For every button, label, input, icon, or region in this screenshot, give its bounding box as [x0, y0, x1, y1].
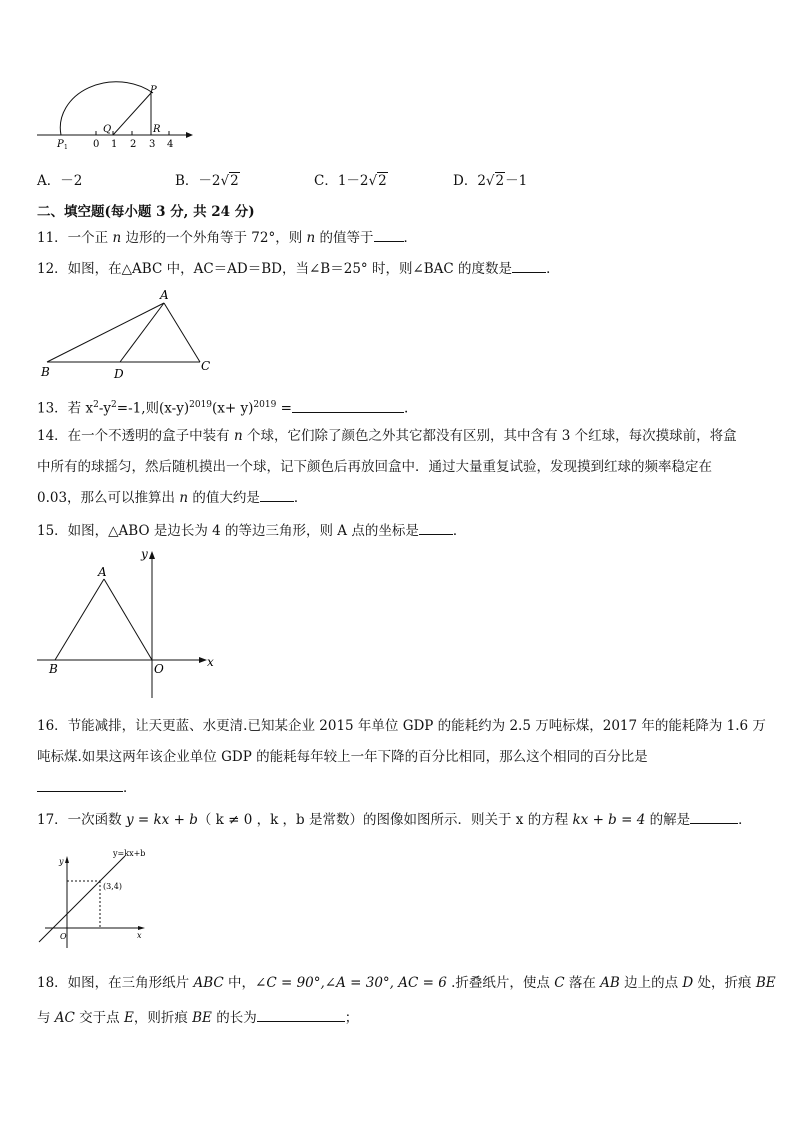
- q18-condition: ∠C = 90°,∠A = 30°, AC = 6: [255, 975, 447, 991]
- option-b-radicand: 2: [230, 173, 239, 189]
- function-line: [39, 856, 125, 942]
- number-line-arrow: [186, 132, 193, 138]
- label-a: A: [98, 565, 107, 579]
- tick-label: 2: [130, 139, 137, 150]
- question-14-line-3: [37, 489, 307, 507]
- q12-text: 12．如图，在△ABC 中，AC＝AD＝BD，当∠B＝25° 时，则∠BAC 的度数是: [37, 261, 513, 277]
- segment-ba: [55, 579, 104, 660]
- answer-blank[interactable]: [257, 1009, 345, 1022]
- q11-mid: 边形的一个外角等于 72°，则: [121, 230, 307, 246]
- q18-var: C: [554, 975, 565, 991]
- q14-text: 14．在一个不透明的盒子中装有: [37, 428, 234, 444]
- q11-post: 的值等于: [315, 230, 374, 246]
- y-axis-arrow: [65, 856, 69, 863]
- option-c-text: C．1－2: [314, 173, 369, 189]
- q18-end: ；: [344, 1010, 359, 1026]
- q18-text: 交于点: [74, 1010, 124, 1026]
- answer-blank[interactable]: [512, 260, 546, 273]
- answer-blank[interactable]: [374, 229, 404, 242]
- label-y: y: [59, 857, 64, 866]
- sqrt-sign: √: [220, 173, 230, 189]
- q17-text: 的解是: [645, 812, 691, 828]
- q17-equation: kx + b = 4: [572, 812, 646, 828]
- label-o: O: [154, 662, 164, 676]
- q18-var: AC: [54, 1010, 75, 1026]
- q13-exponent: 2019: [253, 400, 277, 410]
- q18-text: 边上的点: [619, 975, 683, 991]
- question-14-line-1: [37, 427, 737, 445]
- q11-pre: 11．一个正: [37, 230, 113, 246]
- q15-text: 15．如图，△ABO 是边长为 4 的等边三角形，则 A 点的坐标是: [37, 523, 419, 539]
- label-x: x: [137, 931, 142, 940]
- answer-blank[interactable]: [292, 400, 404, 413]
- q16-end: ．: [123, 780, 137, 796]
- question-11: [37, 229, 417, 247]
- q10-option-d: [453, 172, 527, 190]
- q14-text: 个球，它们除了颜色之外其它都没有区别，其中含有 3 个红球，每次摸球前，将盒: [242, 428, 737, 444]
- answer-blank[interactable]: [37, 779, 123, 792]
- label-p: P: [150, 85, 157, 96]
- q18-text: ，则折痕: [133, 1010, 193, 1026]
- q18-text: 中，: [223, 975, 256, 991]
- segment-ba: [47, 303, 164, 362]
- y-axis-arrow: [149, 551, 155, 559]
- q18-var: E: [123, 1010, 134, 1026]
- q18-var: BE: [755, 975, 776, 991]
- q18-text: .折叠纸片，使点: [446, 975, 555, 991]
- sqrt-sign: √: [368, 173, 378, 189]
- q15-coordinate-figure: [37, 546, 227, 706]
- question-17: [37, 811, 752, 829]
- segment-ac: [164, 303, 200, 362]
- q11-end: ．: [403, 230, 417, 246]
- q18-text: 的长为: [211, 1010, 257, 1026]
- segment-ao: [104, 579, 152, 660]
- q18-var: BE: [192, 1010, 212, 1026]
- tick-label: 4: [167, 139, 174, 150]
- tick-label: 3: [149, 139, 156, 150]
- q14-text: 0.03，那么可以推算出: [37, 490, 180, 506]
- answer-blank[interactable]: [690, 811, 738, 824]
- option-a-text: A．－2: [37, 173, 83, 189]
- q10-option-a: [37, 172, 82, 190]
- q13-part: =-1,则(x-y): [116, 400, 190, 417]
- q18-text: 与: [37, 1010, 55, 1026]
- label-a: A: [160, 288, 169, 302]
- q13-exponent: 2: [93, 400, 99, 410]
- q11-n: n: [112, 230, 122, 246]
- option-d-text: D．2: [453, 173, 486, 189]
- q18-var: ABC: [193, 975, 224, 991]
- q14-end: ．: [293, 490, 308, 506]
- q13-part: =: [276, 400, 292, 417]
- q17-function: y = kx + b: [125, 812, 198, 828]
- q10-option-c: [314, 172, 388, 190]
- q13-exponent: 2: [111, 400, 117, 410]
- label-x: x: [207, 655, 214, 669]
- q18-var: AB: [600, 975, 620, 991]
- question-14-line-2: 中所有的球摇匀，然后随机摸出一个球，记下颜色后再放回盒中．通过大量重复试验，发现摸到红球的频率稳定在: [37, 459, 712, 475]
- function-label: y=kx+b: [113, 849, 146, 858]
- answer-blank[interactable]: [419, 522, 453, 535]
- q17-text: （ k ≠ 0 ，k ，b 是常数）的图像如图所示．则关于 x 的方程: [197, 812, 573, 828]
- q17-line-graph-figure: [37, 842, 157, 952]
- label-o: O: [60, 932, 67, 941]
- q18-text: 处，折痕: [693, 975, 756, 991]
- q10-number-line-figure: [37, 85, 197, 155]
- label-r: R: [153, 124, 161, 135]
- label-d: D: [114, 367, 124, 381]
- question-12: [37, 260, 560, 278]
- question-16-line-1: 16．节能减排，让天更蓝、水更清.已知某企业 2015 年单位 GDP 的能耗约为 2.5 万吨标煤，2017 年的能耗降为 1.6 万: [37, 718, 766, 734]
- label-b: B: [41, 365, 50, 379]
- q18-var: D: [682, 975, 694, 991]
- q10-option-b: [175, 172, 240, 190]
- section-heading: 二、填空题(每小题 3 分, 共 24 分): [37, 204, 255, 220]
- question-13: [37, 396, 408, 418]
- q17-end: ．: [738, 812, 752, 828]
- label-c: C: [201, 359, 211, 373]
- q18-text: 落在: [564, 975, 601, 991]
- q14-n: n: [179, 490, 189, 506]
- label-b: B: [49, 662, 58, 676]
- label-p1: P: [57, 139, 64, 150]
- point-label: (3,4): [103, 882, 122, 891]
- question-15: [37, 522, 466, 540]
- question-18-line-1: [37, 974, 776, 992]
- tick-label: 1: [111, 139, 118, 150]
- sqrt-sign: √: [485, 173, 495, 189]
- question-16-line-3: [37, 779, 137, 797]
- q13-pre: 13．若 x: [37, 400, 94, 417]
- q15-end: ．: [452, 523, 467, 539]
- answer-blank[interactable]: [260, 489, 294, 502]
- q13-part: -y: [98, 400, 112, 417]
- option-b-text: B．－2: [175, 173, 221, 189]
- segment-ad: [120, 303, 164, 362]
- q14-text: 的值大约是: [188, 490, 260, 506]
- option-d-radicand: 2: [495, 173, 505, 189]
- q17-text: 17．一次函数: [37, 812, 126, 828]
- q12-triangle-figure: [37, 286, 227, 382]
- label-q: Q: [103, 124, 112, 135]
- option-d-tail: －1: [505, 173, 528, 189]
- x-axis-arrow: [138, 926, 145, 930]
- q13-exponent: 2019: [189, 400, 213, 410]
- q11-n: n: [306, 230, 316, 246]
- segment-qp: [113, 93, 151, 135]
- x-axis-arrow: [199, 657, 207, 663]
- label-y: y: [141, 547, 148, 561]
- question-16-line-2: 吨标煤.如果这两年该企业单位 GDP 的能耗每年较上一年下降的百分比相同，那么这个相同的百分比是: [37, 749, 648, 765]
- question-18-line-2: [37, 1009, 358, 1027]
- q13-end: .: [403, 400, 409, 417]
- tick-label: 0: [93, 139, 100, 150]
- label-p1-subscript: 1: [64, 144, 68, 151]
- q14-n: n: [233, 428, 243, 444]
- q18-text: 18．如图，在三角形纸片: [37, 975, 194, 991]
- q12-end: ．: [546, 261, 560, 277]
- q13-part: (x+ y): [212, 400, 254, 417]
- option-c-radicand: 2: [378, 173, 387, 189]
